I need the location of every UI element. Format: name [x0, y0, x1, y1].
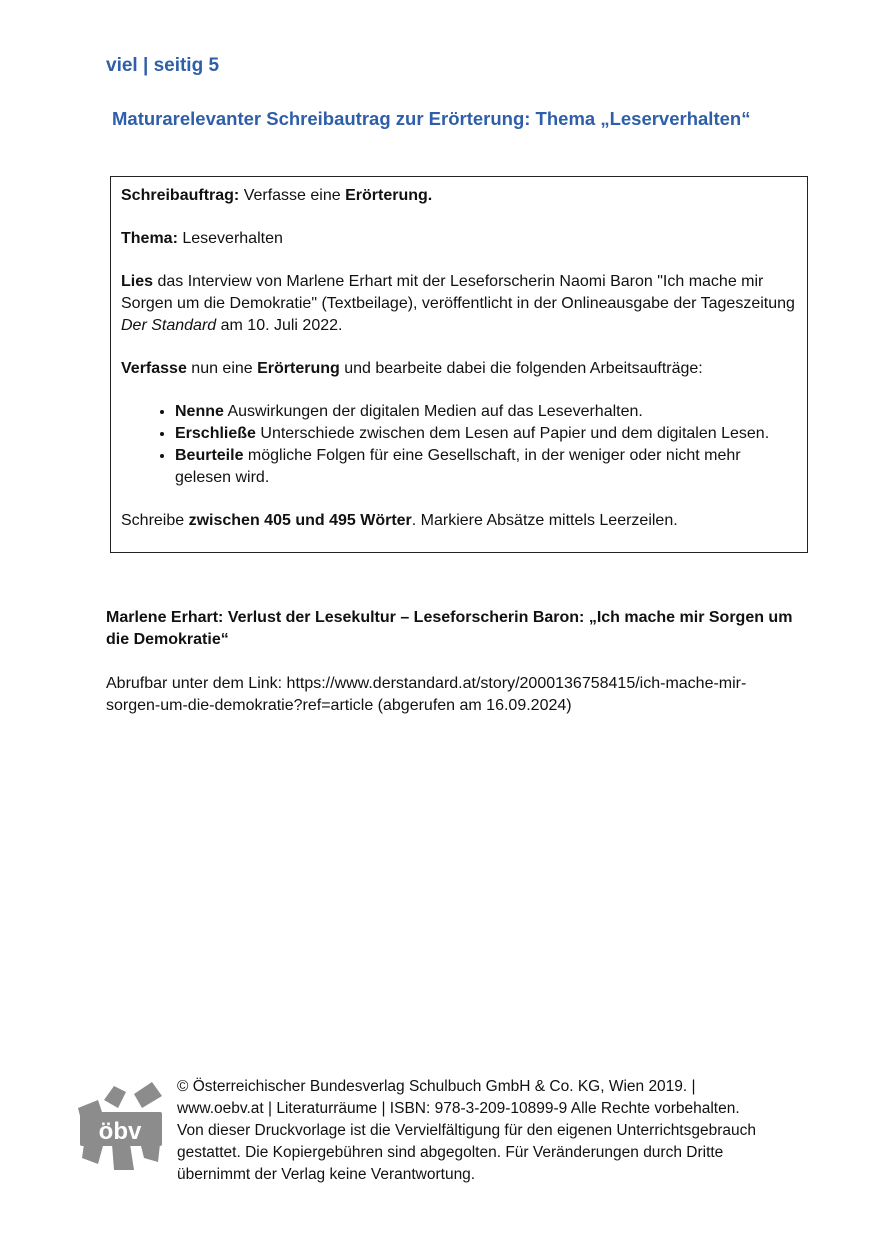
task-paragraph-theme: Thema: Leseverhalten	[121, 230, 283, 247]
logo-text: öbv	[98, 1118, 142, 1145]
list-item: • Erschließe Unterschiede zwischen dem Lesen auf Papier und dem digitalen Lesen.	[175, 423, 797, 445]
page-title: Maturarelevanter Schreibautrag zur Erörterung: Thema „Leserverhalten“	[112, 108, 751, 129]
list-item: • Nenne Auswirkungen der digitalen Medien auf das Leseverhalten.	[175, 401, 797, 423]
task-list	[121, 401, 797, 489]
task-paragraph-wordcount: Schreibe zwischen 405 und 495 Wörter. Markiere Absätze mittels Leerzeilen.	[121, 512, 678, 529]
oebv-logo-icon	[74, 1078, 166, 1172]
source-title: Marlene Erhart: Verlust der Lesekultur – Leseforscherin Baron: „Ich mache mir Sorgen um die Demokratie“	[106, 609, 793, 648]
task-paragraph-assignment: Schreibauftrag: Verfasse eine Erörterung.	[121, 187, 433, 204]
task-paragraph-instructions: Verfasse nun eine Erörterung und bearbeite dabei die folgenden Arbeitsaufträge:	[121, 360, 703, 377]
page-header: viel | seitig 5	[106, 55, 220, 76]
list-item: • Beurteile mögliche Folgen für eine Gesellschaft, in der weniger oder nicht mehr gelesen wird.	[175, 445, 797, 489]
task-paragraph-read: Lies das Interview von Marlene Erhart mit der Leseforscherin Naomi Baron "Ich mache mir Sorgen um die Demokratie" (Textbeilage), veröffentlicht in der Onlineausgabe der Tageszeitung Der Standard am 10. Juli 2022.	[121, 273, 795, 334]
copyright-footer: © Österreichischer Bundesverlag Schulbuch GmbH & Co. KG, Wien 2019. | www.oebv.at | Literaturräume | ISBN: 978-3-209-10899-9 Alle Rechte vorbehalten. Von dieser Druckvorlage ist die Vervielfältigung für den eigenen Unterrichtsgebrauch gestattet. Die Kopiergebühren sind abgegolten. Für Veränderungen durch Dritte übernimmt der Verlag keine Verantwortung.	[177, 1078, 757, 1183]
source-link-text: Abrufbar unter dem Link: https://www.derstandard.at/story/2000136758415/ich-mache-mir-sorgen-um-die-demokratie?ref=article (abgerufen am 16.09.2024)	[106, 675, 747, 714]
writing-task-box	[110, 176, 808, 553]
